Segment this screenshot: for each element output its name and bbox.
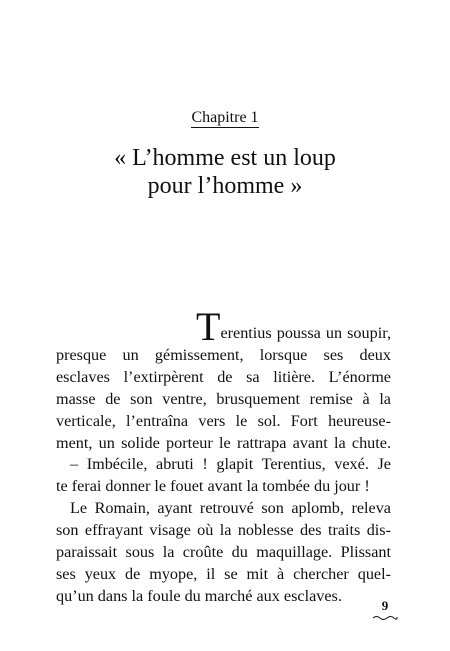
first-line-text: erentius poussa un soupir, [220,324,391,342]
text-line: paraissait sous la croûte du maquillage. Plissant [56,543,391,562]
text-line: qu’un dans la foule du marché aux esclaves. [56,586,342,605]
chapter-label-text: Chapitre 1 [191,109,259,126]
paragraph-first-line [56,304,391,349]
chapter-title [0,144,450,200]
text-line: masse de son ventre, brusquement remise à la [56,389,391,408]
text-line: son effrayant visage où la noblesse des traits dis- [56,521,391,540]
text-line: presque un gémissement, lorsque ses deux [56,345,391,364]
body-text [56,304,391,608]
text-line: ses yeux de myope, il se mit à chercher quel- [56,564,391,583]
text-line: esclaves l’extirpèrent de sa litière. L’énorme [56,367,391,386]
text-line: te ferai donner le fouet avant la tombée du jour ! [56,477,370,496]
text-line: verticale, l’entraîna vers le sol. Fort heureuse- [56,411,391,430]
text-line: – Imbécile, abruti ! glapit Terentius, vexé. Je [70,455,391,474]
text-line: Le Romain, ayant retrouvé son aplomb, releva [70,499,391,518]
text-line: ment, un solide porteur le rattrapa avant la chute. [56,433,391,452]
chapter-title-line-1: « L’homme est un loup [114,145,336,171]
page-number-ornament-icon [372,614,398,622]
chapter-title-line-2: pour l’homme » [147,173,303,199]
drop-cap: T [196,304,221,349]
page-number: 9 [381,598,389,613]
chapter-label [0,108,450,128]
